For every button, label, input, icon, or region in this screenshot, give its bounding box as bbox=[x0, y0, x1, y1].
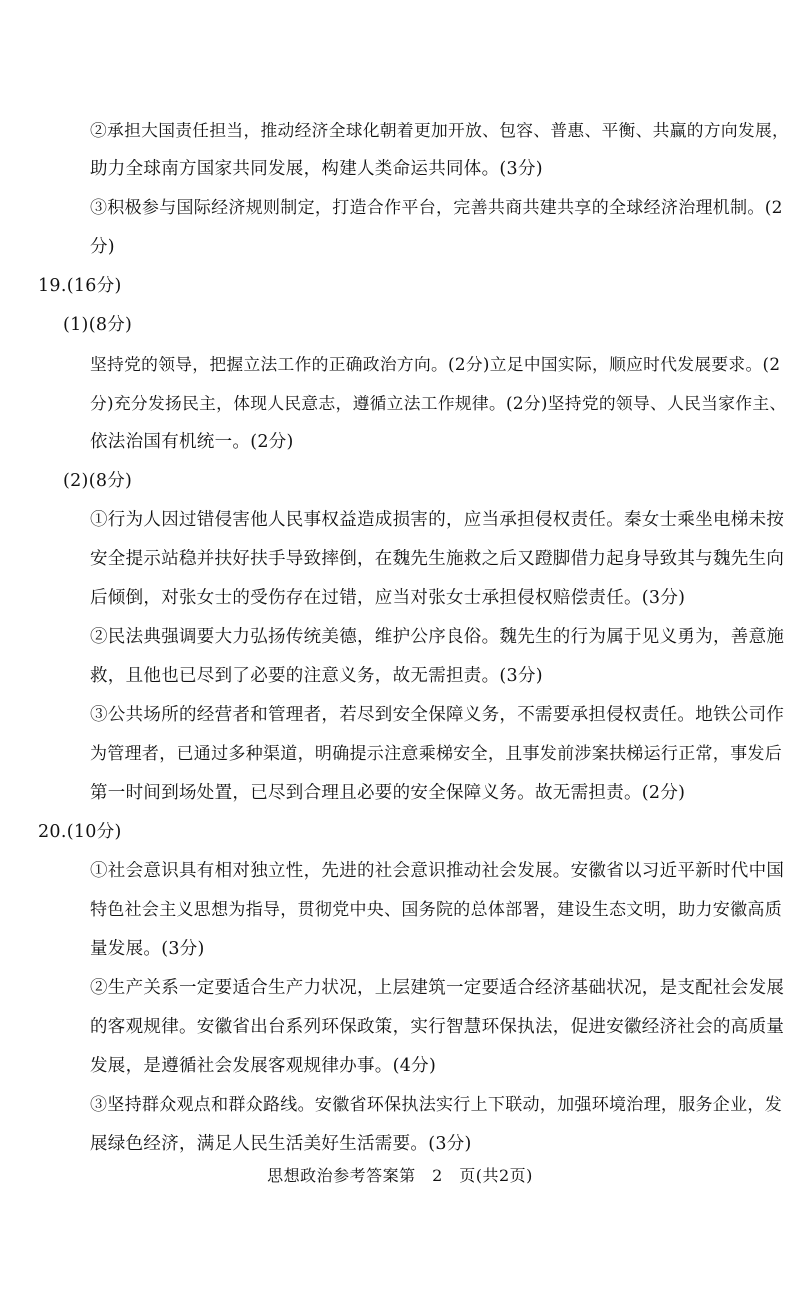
text-line: 坚持党的领导，把握立法工作的正确政治方向。(2分)立足中国实际，顺应时代发展要求。(2 bbox=[90, 354, 781, 374]
text-line: ③积极参与国际经济规则制定，打造合作平台，完善共商共建共享的全球经济治理机制。(2 bbox=[90, 198, 783, 218]
text-line: 发展，是遵循社会发展客观规律办事。(4分) bbox=[90, 1056, 437, 1076]
text-line: ②生产关系一定要适合生产力状况，上层建筑一定要适合经济基础状况，是支配社会发展 bbox=[90, 978, 785, 998]
text-line: ③坚持群众观点和群众路线。安徽省环保执法实行上下联动，加强环境治理，服务企业，发 bbox=[90, 1095, 782, 1115]
text-line: 依法治国有机统一。(2分) bbox=[90, 432, 294, 452]
text-line: ②民法典强调要大力弘扬传统美德，维护公序良俗。魏先生的行为属于见义勇为，善意施 bbox=[90, 627, 785, 647]
text-line: 救，且他也已尽到了必要的注意义务，故无需担责。(3分) bbox=[90, 666, 543, 686]
text-line: 助力全球南方国家共同发展，构建人类命运共同体。(3分) bbox=[90, 159, 543, 179]
question-heading: 19.(16分) bbox=[38, 276, 122, 296]
text-line: 分)充分发扬民主，体现人民意志，遵循立法工作规律。(2分)坚持党的领导、人民当家作主、 bbox=[90, 393, 787, 413]
text-line: 展绿色经济，满足人民生活美好生活需要。(3分) bbox=[90, 1134, 472, 1154]
text-line: ①社会意识具有相对独立性，先进的社会意识推动社会发展。安徽省以习近平新时代中国 bbox=[90, 861, 785, 881]
page-footer: 思想政治参考答案第 2 页(共2页) bbox=[267, 1166, 533, 1185]
text-line: ①行为人因过错侵害他人民事权益造成损害的，应当承担侵权责任。秦女士乘坐电梯未按 bbox=[90, 510, 785, 530]
text-line: 的客观规律。安徽省出台系列环保政策，实行智慧环保执法，促进安徽经济社会的高质量 bbox=[90, 1017, 785, 1037]
sub-question-heading: (1)(8分) bbox=[63, 315, 133, 335]
sub-question-heading: (2)(8分) bbox=[63, 471, 133, 491]
text-line: 第一时间到场处置，已尽到合理且必要的安全保障义务。故无需担责。(2分) bbox=[90, 783, 686, 803]
text-line: 特色社会主义思想为指导，贯彻党中央、国务院的总体部署，建设生态文明，助力安徽高质 bbox=[90, 900, 782, 920]
text-line: 安全提示站稳并扶好扶手导致摔倒，在魏先生施救之后又蹬脚借力起身导致其与魏先生向 bbox=[90, 549, 785, 569]
text-line: ②承担大国责任担当，推动经济全球化朝着更加开放、包容、普惠、平衡、共赢的方向发展， bbox=[90, 120, 790, 140]
text-line: 为管理者，已通过多种渠道，明确提示注意乘梯安全，且事发前涉案扶梯运行正常，事发后 bbox=[90, 744, 782, 764]
text-line: 量发展。(3分) bbox=[90, 939, 205, 959]
question-heading: 20.(10分) bbox=[38, 822, 122, 842]
text-line: 后倾倒，对张女士的受伤存在过错，应当对张女士承担侵权赔偿责任。(3分) bbox=[90, 588, 686, 608]
text-line: 分) bbox=[90, 237, 115, 257]
text-line: ③公共场所的经营者和管理者，若尽到安全保障义务，不需要承担侵权责任。地铁公司作 bbox=[90, 705, 785, 725]
